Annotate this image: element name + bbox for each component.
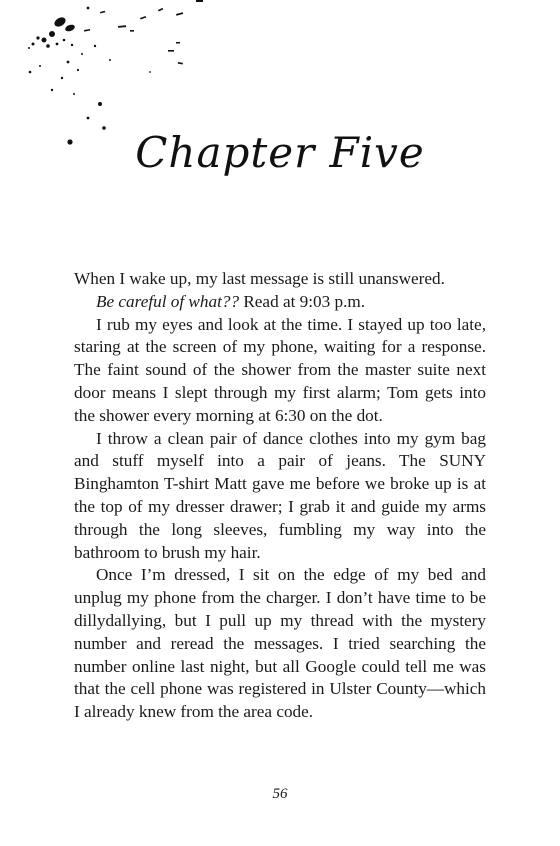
read-receipt-text: Read at 9:03 p.m. — [239, 291, 366, 311]
chapter-title: Chapter Five — [135, 128, 425, 177]
paragraph-3: I rub my eyes and look at the time. I stayed up too late, staring at the screen of my phone, waiting for a response. The faint sound of the shower from the master suite next door means I slept through my first alarm; Tom gets into the shower every morning at 6:30 on the dot. — [74, 314, 486, 425]
paragraph-5: Once I’m dressed, I sit on the edge of my bed and unplug my phone from the charger. I don’t have time to be dillydallying, but I pull up my thread with the mystery number and reread the messages. I tried searching the number online last night, but all Google could tell me was that the cell phone was registered in Ulster County—which I already knew from the area code. — [74, 565, 486, 722]
paragraph-4: I throw a clean pair of dance clothes into my gym bag and stuff myself into a pair of jeans. The SUNY Binghamton T-shirt Matt gave me before we broke up is at the top of my dresser drawer; I grab it and guide my arms through the long sleeves, fumbling my way into the bathroom to brush my hair. — [74, 428, 486, 562]
paragraph-1: When I wake up, my last message is still unanswered. — [74, 269, 445, 288]
italic-message: Be careful of what?? — [96, 291, 240, 311]
paragraph-2 — [74, 291, 486, 314]
page-number: 56 — [272, 786, 288, 802]
chapter-body — [74, 268, 486, 724]
